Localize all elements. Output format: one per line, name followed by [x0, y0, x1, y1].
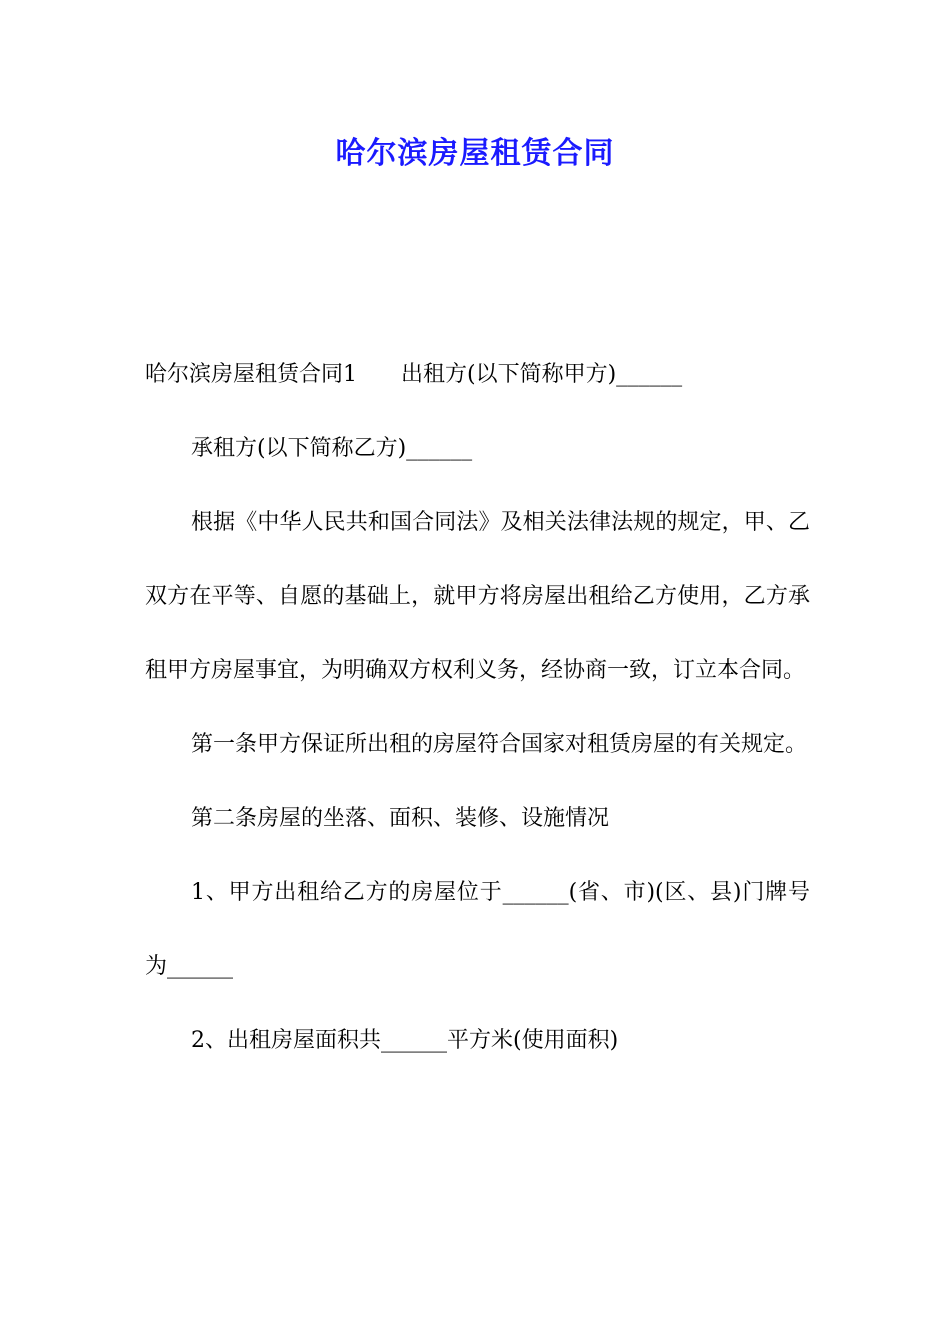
- document-title: 哈尔滨房屋租赁合同: [335, 136, 615, 171]
- paragraph-preamble: 根据《中华人民共和国合同法》及相关法律法规的规定，甲、乙双方在平等、自愿的基础上，就甲方将房屋出租给乙方使用，乙方承租甲方房屋事宜，为明确双方权利义务，经协商一致，订立本合同。: [145, 510, 810, 683]
- paragraph-article-2: 第二条房屋的坐落、面积、装修、设施情况: [191, 806, 610, 831]
- paragraph-clause-1: 1、甲方出租给乙方的房屋位于______(省、市)(区、县)门牌号为______: [145, 880, 810, 979]
- paragraph-article-1: 第一条甲方保证所出租的房屋符合国家对租赁房屋的有关规定。: [191, 732, 808, 757]
- document-body: [145, 338, 810, 1078]
- paragraph-lessee: 承租方(以下简称乙方)______: [191, 436, 473, 461]
- paragraph-header-lessor: 哈尔滨房屋租赁合同1 出租方(以下简称甲方)______: [145, 362, 683, 387]
- paragraph-clause-2: 2、出租房屋面积共______平方米(使用面积): [191, 1028, 619, 1053]
